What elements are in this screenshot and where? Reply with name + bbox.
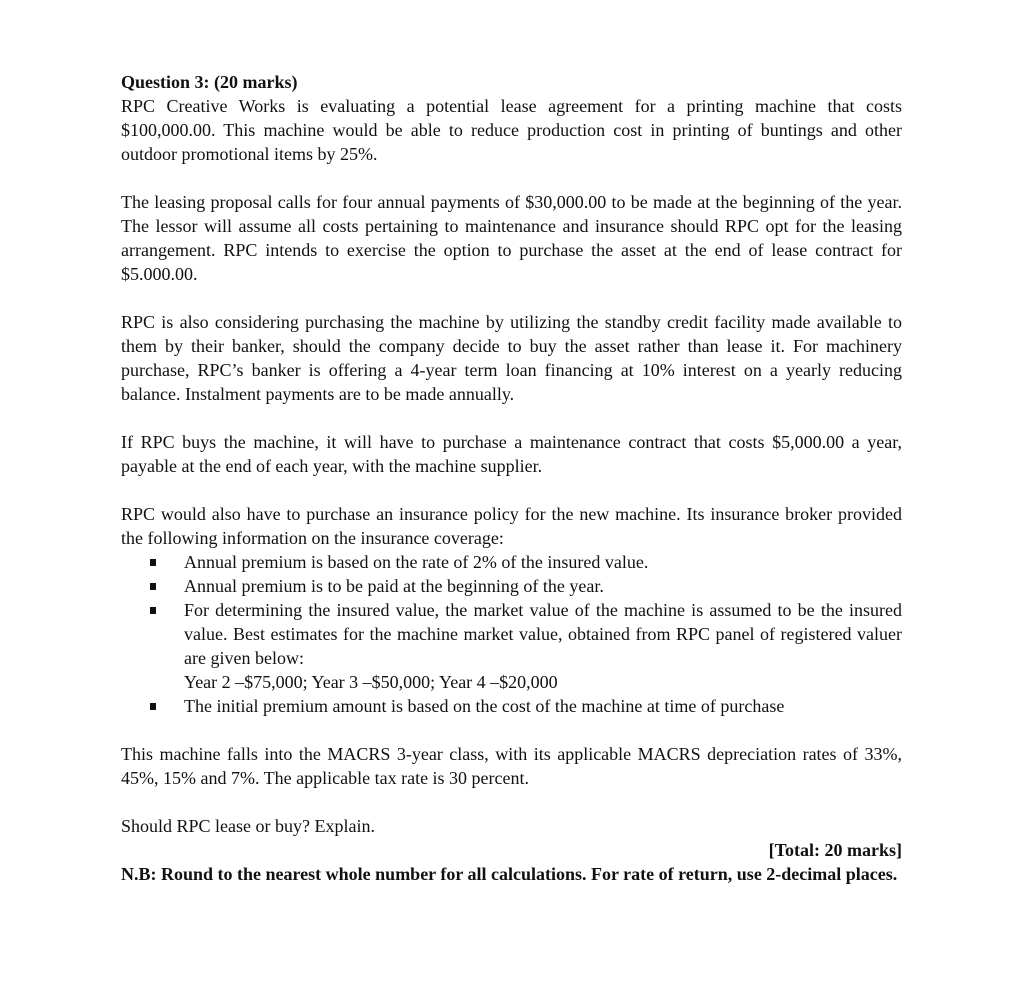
market-values-line: Year 2 –$75,000; Year 3 –$50,000; Year 4 –$20,000	[184, 672, 558, 692]
bullet-text: Annual premium is based on the rate of 2% of the insured value.	[184, 552, 649, 572]
rounding-note: N.B: Round to the nearest whole number for all calculations. For rate of return, use 2-decimal places.	[121, 864, 898, 884]
bullet-item	[121, 694, 902, 718]
bullet-square-icon	[150, 703, 156, 710]
paragraph-question: Should RPC lease or buy? Explain.	[121, 816, 375, 836]
bullet-item	[121, 574, 902, 598]
paragraph-macrs: This machine falls into the MACRS 3-year class, with its applicable MACRS depreciation rates of 33%, 45%, 15% and 7%. The applicable tax rate is 30 percent.	[121, 744, 902, 788]
bullet-square-icon	[150, 559, 156, 566]
question-heading: Question 3: (20 marks)	[121, 72, 298, 92]
paragraph-intro: RPC Creative Works is evaluating a potential lease agreement for a printing machine that costs $100,000.00. This machine would be able to reduce production cost in printing of buntings and other outdoor promotional items by 25%.	[121, 96, 902, 164]
total-marks: [Total: 20 marks]	[768, 840, 902, 860]
bullet-text: The initial premium amount is based on the cost of the machine at time of purchase	[184, 696, 785, 716]
paragraph-maintenance: If RPC buys the machine, it will have to purchase a maintenance contract that costs $5,000.00 a year, payable at the end of each year, with the machine supplier.	[121, 432, 902, 476]
bullet-item	[121, 550, 902, 574]
paragraph-lease-proposal: The leasing proposal calls for four annual payments of $30,000.00 to be made at the beginning of the year. The lessor will assume all costs pertaining to maintenance and insurance should RPC opt for the leasing arrangement. RPC intends to exercise the option to purchase the asset at the end of lease contract for $5.000.00.	[121, 192, 902, 284]
insurance-bullet-list	[121, 550, 902, 718]
question-document	[121, 70, 902, 886]
bullet-square-icon	[150, 583, 156, 590]
bullet-item	[121, 598, 902, 694]
paragraph-insurance: RPC would also have to purchase an insurance policy for the new machine. Its insurance broker provided the following information on the insurance coverage:	[121, 504, 902, 548]
paragraph-loan-financing: RPC is also considering purchasing the machine by utilizing the standby credit facility made available to them by their banker, should the company decide to buy the asset rather than lease it. For machinery purchase, RPC’s banker is offering a 4-year term loan financing at 10% interest on a yearly reducing balance. Instalment payments are to be made annually.	[121, 312, 902, 404]
bullet-text: For determining the insured value, the market value of the machine is assumed to be the insured value. Best estimates for the machine market value, obtained from RPC panel of registered valuer are given below:	[184, 600, 902, 668]
bullet-square-icon	[150, 607, 156, 614]
bullet-text: Annual premium is to be paid at the beginning of the year.	[184, 576, 604, 596]
